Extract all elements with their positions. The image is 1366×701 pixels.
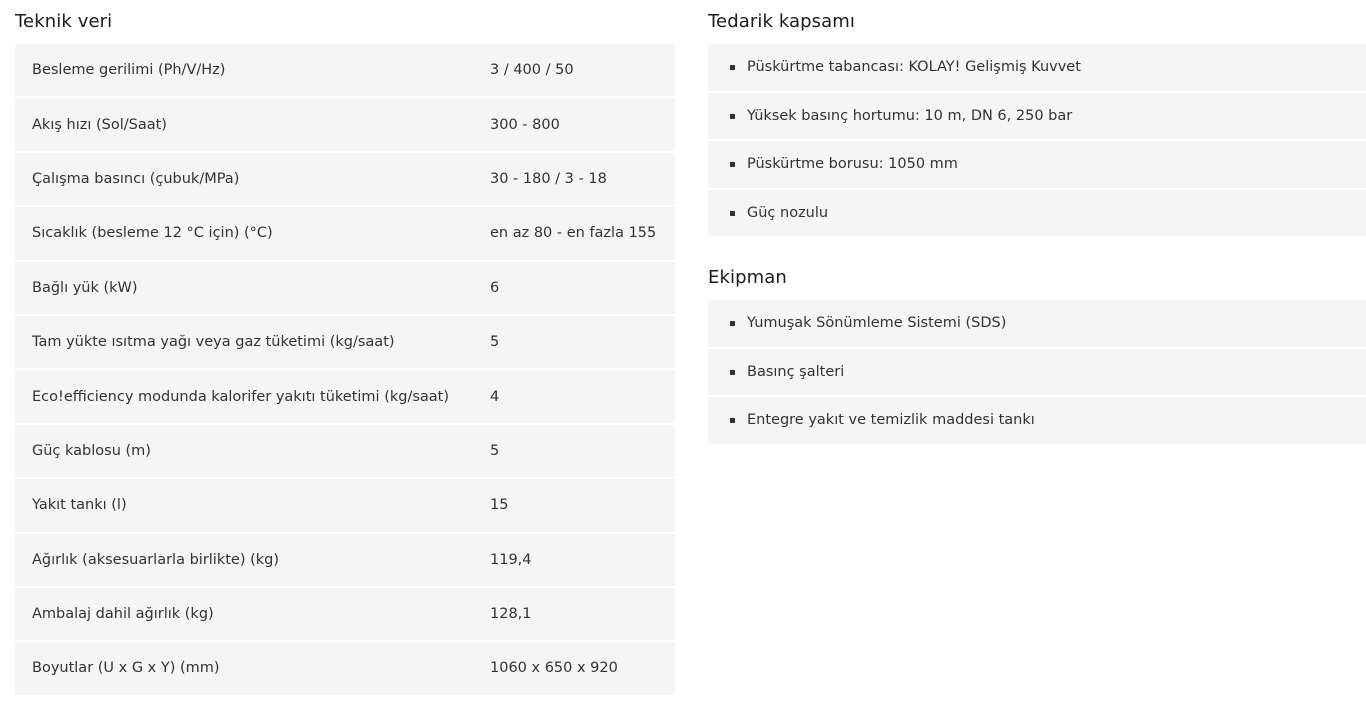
technical-data-table xyxy=(15,44,675,695)
spec-value: 1060 x 650 x 920 xyxy=(490,660,618,677)
spec-value: 119,4 xyxy=(490,551,532,568)
scope-of-delivery-title: Tedarik kapsamı xyxy=(708,11,856,32)
spec-label: Besleme gerilimi (Ph/V/Hz) xyxy=(32,62,226,79)
list-item xyxy=(708,349,1366,398)
list-item-text: Basınç şalteri xyxy=(747,363,845,380)
bullet-icon xyxy=(730,418,735,423)
bullet-icon xyxy=(730,162,735,167)
table-row xyxy=(15,262,675,316)
spec-value: 5 xyxy=(490,442,500,459)
equipment-title: Ekipman xyxy=(708,267,787,288)
spec-value: 128,1 xyxy=(490,606,532,623)
list-item-text: Güç nozulu xyxy=(747,204,829,221)
table-row xyxy=(15,642,675,694)
list-item xyxy=(708,93,1366,142)
spec-value: 15 xyxy=(490,497,509,514)
table-row xyxy=(15,534,675,588)
table-row xyxy=(15,588,675,642)
list-item-text: Püskürtme borusu: 1050 mm xyxy=(747,156,958,173)
table-row xyxy=(15,479,675,533)
spec-label: Çalışma basıncı (çubuk/MPa) xyxy=(32,170,240,187)
spec-value: 3 / 400 / 50 xyxy=(490,62,574,79)
table-row xyxy=(15,44,675,98)
spec-label: Yakıt tankı (l) xyxy=(32,497,127,514)
spec-value: 300 - 800 xyxy=(490,116,560,133)
spec-value: en az 80 - en fazla 155 xyxy=(490,225,657,242)
bullet-icon xyxy=(730,321,735,326)
spec-label: Ağırlık (aksesuarlarla birlikte) (kg) xyxy=(32,551,280,568)
bullet-icon xyxy=(730,211,735,216)
spec-label: Bağlı yük (kW) xyxy=(32,279,138,296)
technical-data-title: Teknik veri xyxy=(15,11,113,32)
bullet-icon xyxy=(730,65,735,70)
list-item xyxy=(708,44,1366,93)
list-item-text: Yumuşak Sönümleme Sistemi (SDS) xyxy=(747,315,1007,332)
spec-label: Tam yükte ısıtma yağı veya gaz tüketimi (kg/saat) xyxy=(32,334,395,351)
spec-value: 4 xyxy=(490,388,500,405)
list-item-text: Püskürtme tabancası: KOLAY! Gelişmiş Kuvvet xyxy=(747,59,1081,76)
list-item xyxy=(708,300,1366,349)
list-item xyxy=(708,141,1366,190)
spec-label: Eco!efficiency modunda kalorifer yakıtı tüketimi (kg/saat) xyxy=(32,388,450,405)
spec-label: Ambalaj dahil ağırlık (kg) xyxy=(32,606,214,623)
bullet-icon xyxy=(730,114,735,119)
table-row xyxy=(15,98,675,152)
bullet-icon xyxy=(730,370,735,375)
list-item xyxy=(708,397,1366,444)
table-row xyxy=(15,153,675,207)
spec-value: 5 xyxy=(490,334,500,351)
spec-label: Sıcaklık (besleme 12 °C için) (°C) xyxy=(32,225,273,242)
table-row xyxy=(15,425,675,479)
equipment-list xyxy=(708,300,1366,444)
table-row xyxy=(15,316,675,370)
list-item xyxy=(708,190,1366,237)
table-row xyxy=(15,370,675,424)
spec-label: Boyutlar (U x G x Y) (mm) xyxy=(32,660,220,677)
list-item-text: Entegre yakıt ve temizlik maddesi tankı xyxy=(747,412,1035,429)
table-row xyxy=(15,207,675,261)
spec-value: 30 - 180 / 3 - 18 xyxy=(490,170,607,187)
scope-of-delivery-list xyxy=(708,44,1366,236)
spec-value: 6 xyxy=(490,279,500,296)
list-item-text: Yüksek basınç hortumu: 10 m, DN 6, 250 bar xyxy=(747,107,1073,124)
spec-label: Akış hızı (Sol/Saat) xyxy=(32,116,167,133)
spec-label: Güç kablosu (m) xyxy=(32,442,151,459)
